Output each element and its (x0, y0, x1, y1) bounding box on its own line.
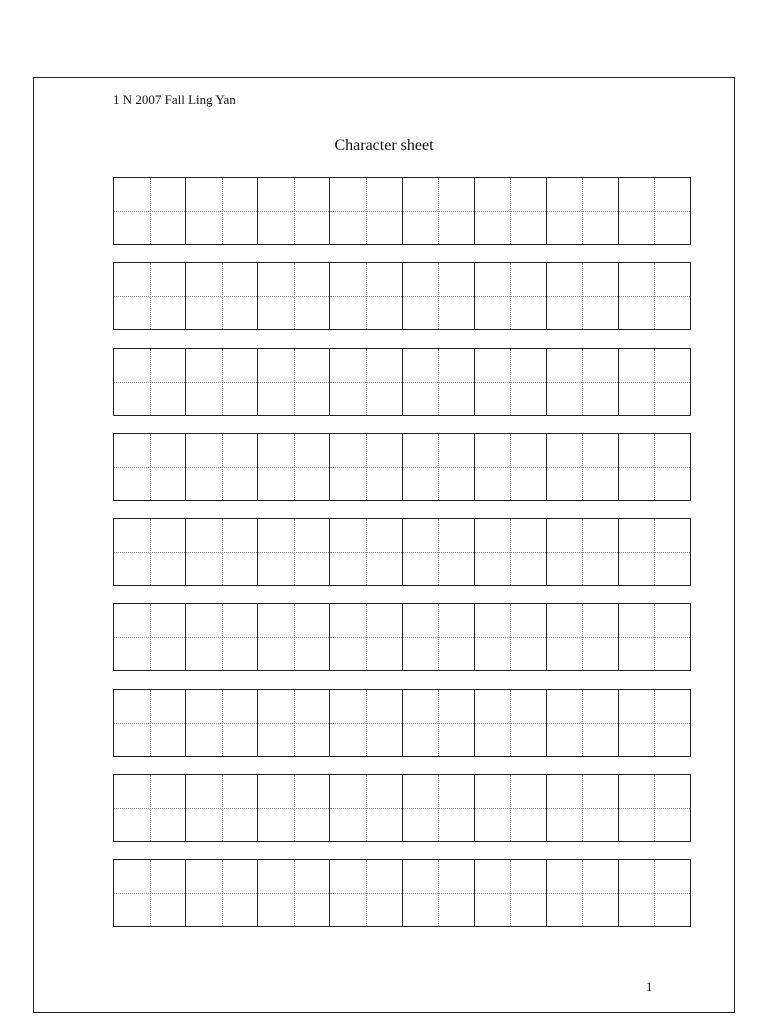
character-cell (330, 263, 402, 329)
character-cell (330, 519, 402, 585)
vertical-guide-line (654, 775, 655, 841)
vertical-guide-line (582, 263, 583, 329)
vertical-guide-line (510, 263, 511, 329)
vertical-guide-line (150, 349, 151, 415)
vertical-guide-line (438, 519, 439, 585)
vertical-guide-line (438, 604, 439, 670)
character-cell (475, 860, 547, 926)
character-cell (114, 434, 186, 500)
vertical-guide-line (222, 263, 223, 329)
character-cell (475, 519, 547, 585)
character-cell (330, 178, 402, 244)
character-cell (547, 775, 619, 841)
vertical-guide-line (150, 434, 151, 500)
vertical-guide-line (294, 349, 295, 415)
vertical-guide-line (438, 860, 439, 926)
vertical-guide-line (366, 263, 367, 329)
character-cell (619, 860, 690, 926)
course-header: 1 N 2007 Fall Ling Yan (113, 92, 236, 107)
vertical-guide-line (150, 860, 151, 926)
character-cell (403, 604, 475, 670)
character-cell (403, 519, 475, 585)
grid-row (113, 348, 691, 416)
vertical-guide-line (582, 519, 583, 585)
vertical-guide-line (366, 349, 367, 415)
character-cell (114, 604, 186, 670)
character-cell (547, 690, 619, 756)
sheet-title: Character sheet (334, 137, 434, 154)
character-cell (114, 519, 186, 585)
character-cell (547, 349, 619, 415)
grid-row (113, 262, 691, 330)
character-cell (186, 775, 258, 841)
character-cell (330, 860, 402, 926)
character-cell (619, 604, 690, 670)
vertical-guide-line (294, 263, 295, 329)
vertical-guide-line (510, 519, 511, 585)
character-cell (547, 860, 619, 926)
vertical-guide-line (150, 263, 151, 329)
vertical-guide-line (222, 604, 223, 670)
grid-row (113, 689, 691, 757)
grid-row (113, 603, 691, 671)
vertical-guide-line (438, 349, 439, 415)
character-cell (330, 349, 402, 415)
vertical-guide-line (582, 604, 583, 670)
character-cell (186, 263, 258, 329)
character-cell (619, 690, 690, 756)
character-cell (114, 690, 186, 756)
vertical-guide-line (582, 690, 583, 756)
vertical-guide-line (654, 178, 655, 244)
vertical-guide-line (294, 775, 295, 841)
character-cell (403, 263, 475, 329)
character-cell (258, 434, 330, 500)
character-cell (403, 690, 475, 756)
character-cell (186, 690, 258, 756)
vertical-guide-line (438, 775, 439, 841)
vertical-guide-line (294, 434, 295, 500)
character-cell (403, 860, 475, 926)
page-number: 1 (646, 979, 653, 994)
vertical-guide-line (366, 604, 367, 670)
character-cell (547, 604, 619, 670)
vertical-guide-line (366, 775, 367, 841)
character-cell (330, 604, 402, 670)
vertical-guide-line (654, 690, 655, 756)
vertical-guide-line (510, 775, 511, 841)
vertical-guide-line (222, 860, 223, 926)
vertical-guide-line (510, 434, 511, 500)
character-cell (186, 604, 258, 670)
vertical-guide-line (294, 604, 295, 670)
vertical-guide-line (510, 860, 511, 926)
character-cell (114, 349, 186, 415)
vertical-guide-line (366, 434, 367, 500)
vertical-guide-line (582, 434, 583, 500)
character-cell (114, 775, 186, 841)
character-cell (258, 263, 330, 329)
character-cell (258, 860, 330, 926)
vertical-guide-line (150, 519, 151, 585)
character-cell (330, 690, 402, 756)
vertical-guide-line (510, 349, 511, 415)
grid-row (113, 859, 691, 927)
character-cell (475, 604, 547, 670)
vertical-guide-line (438, 263, 439, 329)
character-cell (619, 434, 690, 500)
vertical-guide-line (654, 860, 655, 926)
character-cell (114, 178, 186, 244)
vertical-guide-line (654, 604, 655, 670)
vertical-guide-line (510, 604, 511, 670)
grid-row (113, 177, 691, 245)
character-cell (330, 775, 402, 841)
character-cell (258, 519, 330, 585)
character-cell (258, 604, 330, 670)
vertical-guide-line (366, 860, 367, 926)
character-cell (186, 349, 258, 415)
character-cell (547, 519, 619, 585)
vertical-guide-line (294, 519, 295, 585)
character-cell (547, 178, 619, 244)
vertical-guide-line (654, 519, 655, 585)
vertical-guide-line (294, 690, 295, 756)
character-cell (475, 434, 547, 500)
character-cell (258, 178, 330, 244)
vertical-guide-line (150, 775, 151, 841)
character-cell (186, 178, 258, 244)
grid-row (113, 433, 691, 501)
vertical-guide-line (438, 690, 439, 756)
character-cell (475, 349, 547, 415)
character-cell (403, 178, 475, 244)
vertical-guide-line (654, 434, 655, 500)
character-cell (403, 349, 475, 415)
grid-row (113, 518, 691, 586)
character-cell (619, 775, 690, 841)
vertical-guide-line (222, 349, 223, 415)
vertical-guide-line (294, 860, 295, 926)
vertical-guide-line (150, 178, 151, 244)
vertical-guide-line (222, 519, 223, 585)
character-cell (186, 860, 258, 926)
character-cell (114, 263, 186, 329)
vertical-guide-line (366, 178, 367, 244)
character-cell (547, 263, 619, 329)
character-cell (475, 178, 547, 244)
vertical-guide-line (366, 690, 367, 756)
character-cell (475, 690, 547, 756)
vertical-guide-line (582, 178, 583, 244)
character-cell (403, 775, 475, 841)
character-cell (258, 690, 330, 756)
character-cell (619, 349, 690, 415)
character-cell (547, 434, 619, 500)
character-cell (330, 434, 402, 500)
vertical-guide-line (654, 263, 655, 329)
vertical-guide-line (438, 434, 439, 500)
vertical-guide-line (222, 178, 223, 244)
vertical-guide-line (510, 178, 511, 244)
character-cell (258, 775, 330, 841)
vertical-guide-line (582, 860, 583, 926)
character-cell (403, 434, 475, 500)
character-cell (475, 775, 547, 841)
character-cell (619, 519, 690, 585)
character-cell (619, 178, 690, 244)
character-cell (475, 263, 547, 329)
vertical-guide-line (294, 178, 295, 244)
grid-row (113, 774, 691, 842)
vertical-guide-line (654, 349, 655, 415)
vertical-guide-line (222, 434, 223, 500)
vertical-guide-line (366, 519, 367, 585)
character-cell (186, 519, 258, 585)
character-cell (114, 860, 186, 926)
vertical-guide-line (582, 775, 583, 841)
vertical-guide-line (222, 690, 223, 756)
vertical-guide-line (150, 690, 151, 756)
vertical-guide-line (582, 349, 583, 415)
vertical-guide-line (510, 690, 511, 756)
character-cell (619, 263, 690, 329)
character-cell (258, 349, 330, 415)
vertical-guide-line (438, 178, 439, 244)
vertical-guide-line (150, 604, 151, 670)
character-cell (186, 434, 258, 500)
vertical-guide-line (222, 775, 223, 841)
